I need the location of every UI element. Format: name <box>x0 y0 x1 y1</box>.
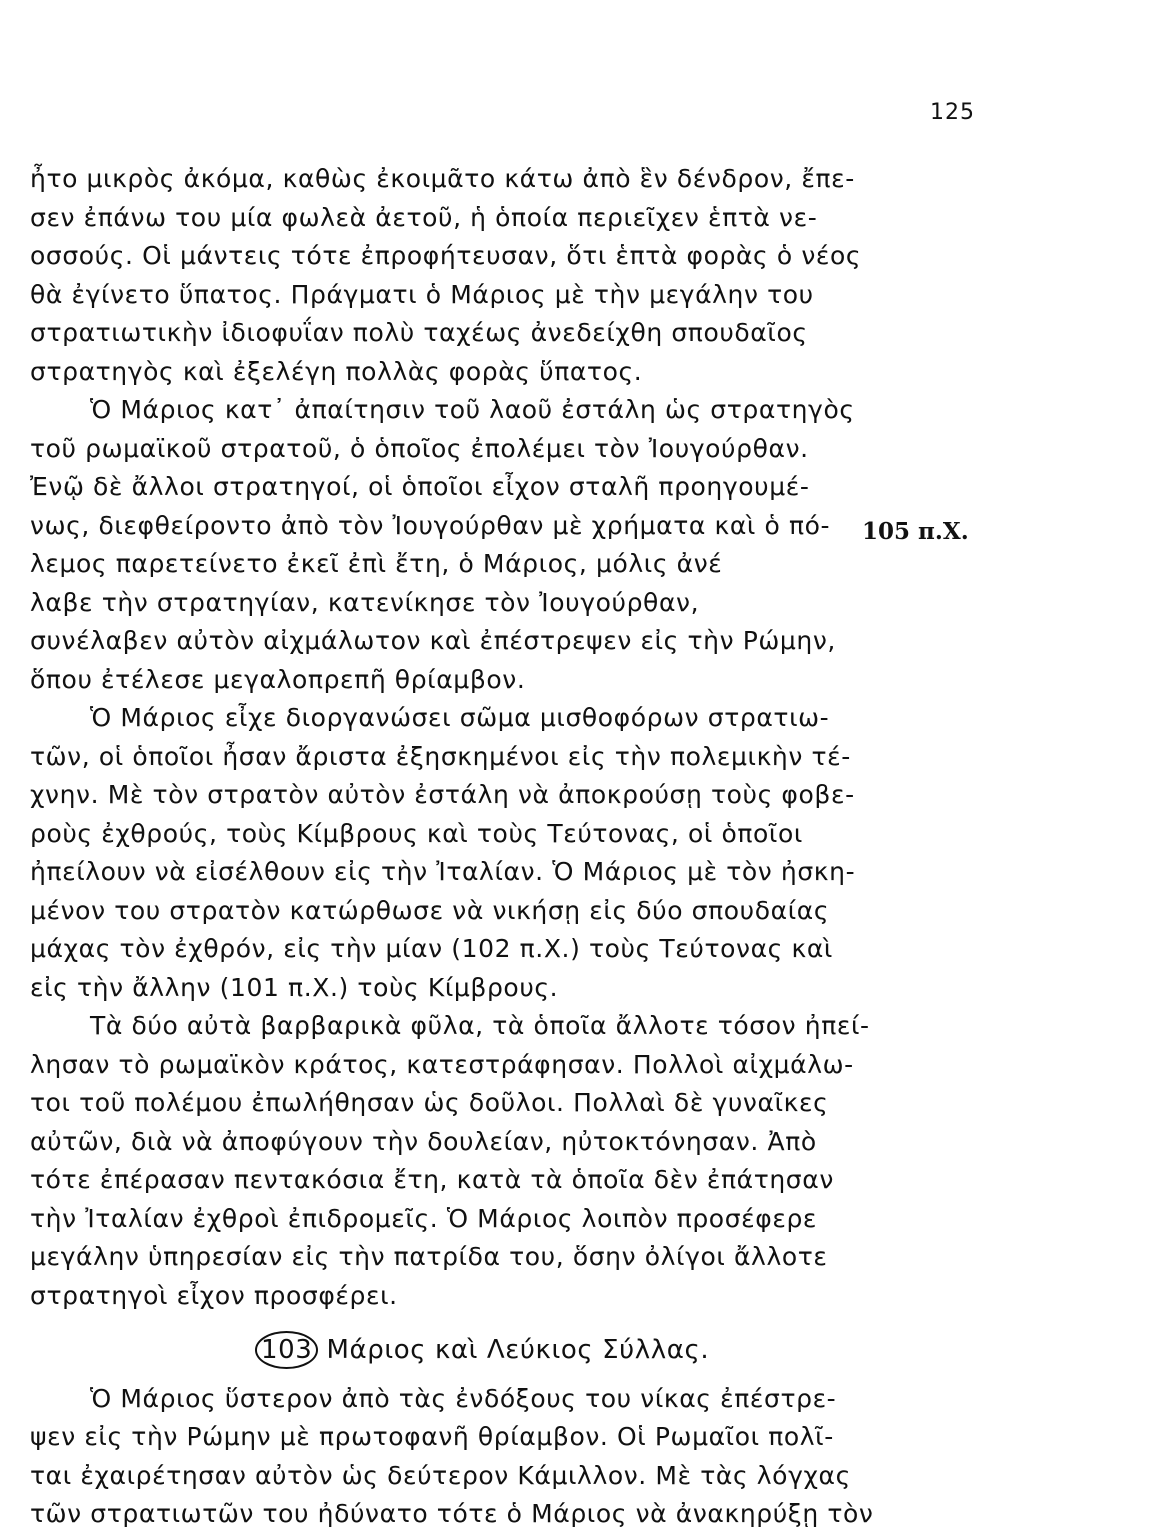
text-line: λησαν τὸ ρωμαϊκὸν κράτος, κατεστράφησαν. Πολλοὶ αἰχμάλω- <box>30 1049 854 1079</box>
text-line: στρατηγὸς καὶ ἐξελέγη πολλὰς φορὰς ὕπατος. <box>30 356 643 386</box>
section-title: Μάριος καὶ Λεύκιος Σύλλας. <box>326 1335 710 1365</box>
text-line: λεμος παρετείνετο ἐκεῖ ἐπὶ ἔτη, ὁ Μάριος, μόλις ἀνέ <box>30 549 723 578</box>
text-line: συνέλαβεν αὐτὸν αἰχμάλωτον καὶ ἐπέστρεψεν εἰς τὴν Ρώμην, <box>30 626 836 655</box>
text-line: ἠπείλουν νὰ εἰσέλθουν εἰς τὴν Ἰταλίαν. Ὁ Μάριος μὲ τὸν ἠσκη- <box>30 857 856 886</box>
text-line: Ὁ Μάριος εἶχε διοργανώσει σῶμα μισθοφόρων στρατιω- <box>90 703 830 732</box>
text-line: τότε ἐπέρασαν πεντακόσια ἔτη, κατὰ τὰ ὁποῖα δὲν ἐπάτησαν <box>30 1165 834 1194</box>
text-line: εἰς τὴν ἄλλην (101 π.Χ.) τοὺς Κίμβρους. <box>30 972 559 1002</box>
text-line: θὰ ἐγίνετο ὕπατος. Πράγματι ὁ Μάριος μὲ τὴν μεγάλην του <box>30 279 814 309</box>
text-line: τοῦ ρωμαϊκοῦ στρατοῦ, ὁ ὁποῖος ἐπολέμει τὸν Ἰουγούρθαν. <box>30 433 809 463</box>
text-line: τῶν στρατιωτῶν του ἠδύνατο τότε ὁ Μάριος νὰ ἀνακηρύξῃ τὸν <box>30 1499 874 1528</box>
text-line: στρατιωτικὴν ἰδιοφυΐαν πολὺ ταχέως ἀνεδείχθη σπουδαῖος <box>30 318 808 347</box>
section-number: 103 <box>255 1331 318 1369</box>
page-number: 125 <box>930 100 975 125</box>
text-line: ψεν εἰς τὴν Ρώμην μὲ πρωτοφανῆ θρίαμβον. Οἱ Ρωμαῖοι πολῖ- <box>30 1422 834 1451</box>
text-line: μένον του στρατὸν κατώρθωσε νὰ νικήσῃ εἰς δύο σπουδαίας <box>30 895 830 925</box>
text-line: ται ἐχαιρέτησαν αὐτὸν ὡς δεύτερον Κάμιλλον. Μὲ τὰς λόγχας <box>30 1460 851 1490</box>
body-text <box>30 160 980 1534</box>
text-line: μάχας τὸν ἐχθρόν, εἰς τὴν μίαν (102 π.Χ.) τοὺς Τεύτονας καὶ <box>30 934 833 963</box>
text-line: οσσούς. Οἱ μάντεις τότε ἐπροφήτευσαν, ὅτι ἑπτὰ φορὰς ὁ νέος <box>30 241 862 270</box>
text-line: αὐτῶν, διὰ νὰ ἀποφύγουν τὴν δουλείαν, ηὐτοκτόνησαν. Ἀπὸ <box>30 1126 817 1156</box>
text-line: σεν ἐπάνω του μία φωλεὰ ἀετοῦ, ἡ ὁποία περιεῖχεν ἑπτὰ νε- <box>30 202 818 232</box>
text-line: Ὁ Μάριος κατ᾽ ἀπαίτησιν τοῦ λαοῦ ἐστάλη ὡς στρατηγὸς <box>90 395 855 424</box>
text-line: ἦτο μικρὸς ἀκόμα, καθὼς ἐκοιμᾶτο κάτω ἀπὸ ἓν δένδρον, ἔπε- <box>30 164 855 193</box>
text-line: μεγάλην ὑπηρεσίαν εἰς τὴν πατρίδα του, ὅσην ὀλίγοι ἄλλοτε <box>30 1242 828 1271</box>
text-line: τὴν Ἰταλίαν ἐχθροὶ ἐπιδρομεῖς. Ὁ Μάριος λοιπὸν προσέφερε <box>30 1203 818 1233</box>
text-line: στρατηγοὶ εἶχον προσφέρει. <box>30 1280 398 1310</box>
text-line: χνην. Μὲ τὸν στρατὸν αὐτὸν ἐστάλη νὰ ἀποκρούσῃ τοὺς φοβε- <box>30 780 855 809</box>
text-line: νως, διεφθείροντο ἀπὸ τὸν Ἰουγούρθαν μὲ χρήματα καὶ ὁ πό- <box>30 510 831 540</box>
margin-note-date: 105 π.Χ. <box>862 518 969 545</box>
text-line: ὅπου ἐτέλεσε μεγαλοπρεπῆ θρίαμβον. <box>30 664 526 694</box>
text-line: Τὰ δύο αὐτὰ βαρβαρικὰ φῦλα, τὰ ὁποῖα ἄλλοτε τόσον ἠπεί- <box>90 1011 870 1040</box>
section-heading <box>30 1331 980 1370</box>
text-line: Ὁ Μάριος ὕστερον ἀπὸ τὰς ἐνδόξους του νίκας ἐπέστρε- <box>90 1383 837 1413</box>
text-line: Ἐνῷ δὲ ἄλλοι στρατηγοί, οἱ ὁποῖοι εἶχον σταλῆ προηγουμέ- <box>30 472 810 501</box>
text-line: λαβε τὴν στρατηγίαν, κατενίκησε τὸν Ἰουγούρθαν, <box>30 587 700 617</box>
text-line: ροὺς ἐχθρούς, τοὺς Κίμβρους καὶ τοὺς Τεύτονας, οἱ ὁποῖοι <box>30 818 803 848</box>
text-line: τῶν, οἱ ὁποῖοι ἦσαν ἄριστα ἐξησκημένοι εἰς τὴν πολεμικὴν τέ- <box>30 741 851 771</box>
text-line: τοι τοῦ πολέμου ἐπωλήθησαν ὡς δοῦλοι. Πολλαὶ δὲ γυναῖκες <box>30 1088 829 1117</box>
